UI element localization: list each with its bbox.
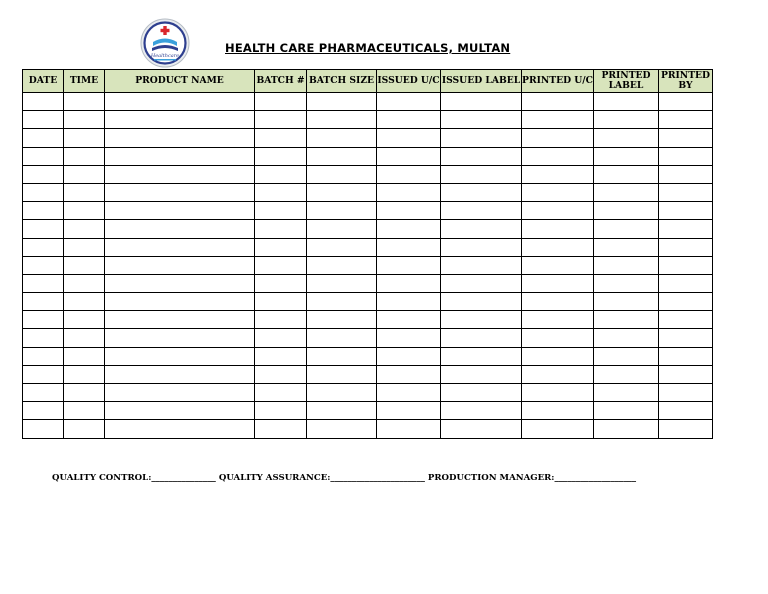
- table-cell: [594, 420, 659, 438]
- table-row: [23, 293, 713, 311]
- table-cell: [441, 202, 522, 220]
- table-cell: [522, 165, 594, 183]
- table-cell: [307, 420, 377, 438]
- table-cell: [659, 274, 713, 292]
- table-cell: [255, 347, 307, 365]
- table-cell: [23, 384, 64, 402]
- table-cell: [659, 238, 713, 256]
- table-row: [23, 256, 713, 274]
- table-cell: [377, 256, 441, 274]
- table-cell: [105, 402, 255, 420]
- table-cell: [377, 311, 441, 329]
- table-cell: [64, 347, 105, 365]
- table-cell: [594, 256, 659, 274]
- table-cell: [307, 202, 377, 220]
- table-cell: [255, 293, 307, 311]
- table-cell: [105, 311, 255, 329]
- table-cell: [255, 384, 307, 402]
- table-cell: [105, 147, 255, 165]
- table-cell: [659, 347, 713, 365]
- table-cell: [105, 93, 255, 111]
- table-cell: [594, 111, 659, 129]
- table-cell: [522, 238, 594, 256]
- table-row: [23, 183, 713, 201]
- table-cell: [255, 238, 307, 256]
- table-cell: [64, 183, 105, 201]
- table-cell: [594, 129, 659, 147]
- table-cell: [659, 365, 713, 383]
- table-cell: [441, 165, 522, 183]
- table-cell: [105, 183, 255, 201]
- table-cell: [522, 420, 594, 438]
- table-cell: [441, 238, 522, 256]
- table-cell: [255, 93, 307, 111]
- table-cell: [522, 274, 594, 292]
- table-cell: [441, 220, 522, 238]
- table-row: [23, 420, 713, 438]
- table-cell: [522, 293, 594, 311]
- table-cell: [23, 311, 64, 329]
- signature-line: QUALITY CONTROL:_______________ QUALITY ASSURANCE:______________________ PRODUCTION MANAGER:___________________: [52, 473, 637, 483]
- table-cell: [522, 93, 594, 111]
- table-cell: [659, 329, 713, 347]
- column-header-printed-label: PRINTED LABEL: [594, 70, 659, 93]
- table-cell: [105, 165, 255, 183]
- table-cell: [594, 402, 659, 420]
- table-cell: [441, 347, 522, 365]
- table-cell: [594, 365, 659, 383]
- table-cell: [594, 329, 659, 347]
- table-cell: [105, 111, 255, 129]
- table-cell: [64, 329, 105, 347]
- table-cell: [659, 293, 713, 311]
- table-cell: [594, 347, 659, 365]
- table-cell: [441, 311, 522, 329]
- table-row: [23, 111, 713, 129]
- table-cell: [594, 384, 659, 402]
- table-cell: [307, 329, 377, 347]
- table-cell: [307, 165, 377, 183]
- table-cell: [105, 274, 255, 292]
- table-cell: [23, 111, 64, 129]
- table-cell: [23, 129, 64, 147]
- table-cell: [441, 256, 522, 274]
- table-cell: [659, 384, 713, 402]
- table-cell: [23, 402, 64, 420]
- table-cell: [307, 183, 377, 201]
- table-cell: [64, 238, 105, 256]
- table-cell: [23, 165, 64, 183]
- column-header-issued-label: ISSUED LABEL: [441, 70, 522, 93]
- table-cell: [594, 274, 659, 292]
- table-cell: [23, 93, 64, 111]
- table-cell: [377, 93, 441, 111]
- table-cell: [594, 93, 659, 111]
- table-cell: [255, 183, 307, 201]
- table-cell: [377, 220, 441, 238]
- table-cell: [23, 420, 64, 438]
- table-cell: [659, 93, 713, 111]
- table-cell: [377, 183, 441, 201]
- table-cell: [377, 274, 441, 292]
- table-cell: [522, 202, 594, 220]
- table-cell: [64, 274, 105, 292]
- table-cell: [659, 256, 713, 274]
- table-row: [23, 365, 713, 383]
- table-cell: [659, 129, 713, 147]
- table-cell: [659, 311, 713, 329]
- table-cell: [441, 183, 522, 201]
- table-cell: [377, 420, 441, 438]
- table-cell: [64, 165, 105, 183]
- column-header-issued-uc: ISSUED U/C: [377, 70, 441, 93]
- table-cell: [441, 420, 522, 438]
- table-cell: [377, 129, 441, 147]
- table-cell: [307, 129, 377, 147]
- table-header-row: [23, 70, 713, 93]
- table-cell: [594, 311, 659, 329]
- table-cell: [377, 347, 441, 365]
- table-cell: [64, 93, 105, 111]
- table-cell: [441, 402, 522, 420]
- table-cell: [64, 311, 105, 329]
- table-cell: [105, 384, 255, 402]
- table-cell: [307, 311, 377, 329]
- table-cell: [441, 129, 522, 147]
- table-cell: [255, 165, 307, 183]
- table-cell: [255, 256, 307, 274]
- table-cell: [307, 402, 377, 420]
- table-cell: [23, 274, 64, 292]
- column-header-printed-uc: PRINTED U/C: [522, 70, 594, 93]
- table-cell: [307, 111, 377, 129]
- column-header-batch-size: BATCH SIZE: [307, 70, 377, 93]
- table-cell: [105, 220, 255, 238]
- table-cell: [377, 111, 441, 129]
- table-cell: [23, 147, 64, 165]
- table-row: [23, 384, 713, 402]
- table-cell: [64, 402, 105, 420]
- table-row: [23, 347, 713, 365]
- table-cell: [307, 93, 377, 111]
- table-cell: [23, 256, 64, 274]
- table-cell: [105, 238, 255, 256]
- table-cell: [377, 202, 441, 220]
- table-cell: [659, 111, 713, 129]
- table-cell: [441, 365, 522, 383]
- table-cell: [659, 147, 713, 165]
- table-cell: [307, 293, 377, 311]
- table-cell: [522, 183, 594, 201]
- table-cell: [23, 347, 64, 365]
- table-cell: [659, 183, 713, 201]
- table-cell: [307, 256, 377, 274]
- table-cell: [255, 329, 307, 347]
- table-cell: [307, 274, 377, 292]
- table-cell: [522, 402, 594, 420]
- table-cell: [441, 93, 522, 111]
- column-header-batch-number: BATCH #: [255, 70, 307, 93]
- table-cell: [105, 256, 255, 274]
- table-cell: [255, 274, 307, 292]
- logo-text: Healthcare: [150, 53, 180, 59]
- table-cell: [441, 329, 522, 347]
- table-cell: [307, 384, 377, 402]
- table-row: [23, 129, 713, 147]
- table-cell: [522, 347, 594, 365]
- table-cell: [522, 365, 594, 383]
- table-cell: [594, 220, 659, 238]
- table-cell: [377, 147, 441, 165]
- table-cell: [441, 111, 522, 129]
- table-cell: [377, 329, 441, 347]
- table-body: [23, 93, 713, 439]
- table-cell: [105, 293, 255, 311]
- table-cell: [377, 402, 441, 420]
- label-issuance-log-table: [22, 69, 713, 439]
- table-cell: [105, 420, 255, 438]
- table-cell: [64, 129, 105, 147]
- table-cell: [441, 147, 522, 165]
- table-cell: [659, 402, 713, 420]
- column-header-product-name: PRODUCT NAME: [105, 70, 255, 93]
- table-cell: [23, 365, 64, 383]
- table-cell: [64, 420, 105, 438]
- table-cell: [307, 147, 377, 165]
- table-cell: [23, 293, 64, 311]
- table-row: [23, 274, 713, 292]
- table-cell: [64, 384, 105, 402]
- table-cell: [522, 329, 594, 347]
- table-cell: [64, 220, 105, 238]
- table-cell: [255, 402, 307, 420]
- table-cell: [255, 220, 307, 238]
- table-cell: [307, 347, 377, 365]
- table-cell: [594, 147, 659, 165]
- table-cell: [377, 293, 441, 311]
- table-cell: [594, 165, 659, 183]
- table-cell: [23, 220, 64, 238]
- table-cell: [255, 420, 307, 438]
- table-cell: [522, 256, 594, 274]
- table-cell: [307, 238, 377, 256]
- table-cell: [307, 220, 377, 238]
- table-cell: [659, 220, 713, 238]
- table-cell: [659, 420, 713, 438]
- table-row: [23, 202, 713, 220]
- table-cell: [105, 129, 255, 147]
- healthcare-logo-icon: [139, 18, 191, 68]
- table-cell: [441, 274, 522, 292]
- page-title: HEALTH CARE PHARMACEUTICALS, MULTAN: [225, 41, 511, 55]
- table-cell: [377, 165, 441, 183]
- table-cell: [105, 365, 255, 383]
- table-cell: [594, 293, 659, 311]
- column-header-time: TIME: [64, 70, 105, 93]
- table-cell: [659, 202, 713, 220]
- table-row: [23, 238, 713, 256]
- table-cell: [522, 384, 594, 402]
- table-cell: [377, 365, 441, 383]
- table-cell: [255, 111, 307, 129]
- table-cell: [441, 384, 522, 402]
- table-cell: [255, 129, 307, 147]
- table-cell: [105, 202, 255, 220]
- table-cell: [255, 311, 307, 329]
- table-cell: [255, 202, 307, 220]
- table-cell: [23, 238, 64, 256]
- table-cell: [659, 165, 713, 183]
- table-cell: [23, 329, 64, 347]
- column-header-date: DATE: [23, 70, 64, 93]
- table-cell: [64, 202, 105, 220]
- table-cell: [255, 365, 307, 383]
- table-cell: [105, 347, 255, 365]
- table-cell: [307, 365, 377, 383]
- table-cell: [522, 311, 594, 329]
- table-cell: [23, 202, 64, 220]
- column-header-printed-by: PRINTED BY: [659, 70, 713, 93]
- table-row: [23, 93, 713, 111]
- table-row: [23, 165, 713, 183]
- table-row: [23, 402, 713, 420]
- table-cell: [594, 183, 659, 201]
- table-row: [23, 311, 713, 329]
- table-cell: [64, 293, 105, 311]
- table-cell: [522, 147, 594, 165]
- table-cell: [64, 256, 105, 274]
- table-cell: [522, 111, 594, 129]
- table-cell: [522, 129, 594, 147]
- table-cell: [522, 220, 594, 238]
- table-row: [23, 329, 713, 347]
- table-cell: [64, 147, 105, 165]
- table-cell: [255, 147, 307, 165]
- table-row: [23, 147, 713, 165]
- table-row: [23, 220, 713, 238]
- table-cell: [594, 238, 659, 256]
- table-cell: [441, 293, 522, 311]
- table-cell: [23, 183, 64, 201]
- table-cell: [377, 384, 441, 402]
- table-cell: [64, 111, 105, 129]
- table-cell: [105, 329, 255, 347]
- table-cell: [594, 202, 659, 220]
- table-cell: [64, 365, 105, 383]
- table-cell: [377, 238, 441, 256]
